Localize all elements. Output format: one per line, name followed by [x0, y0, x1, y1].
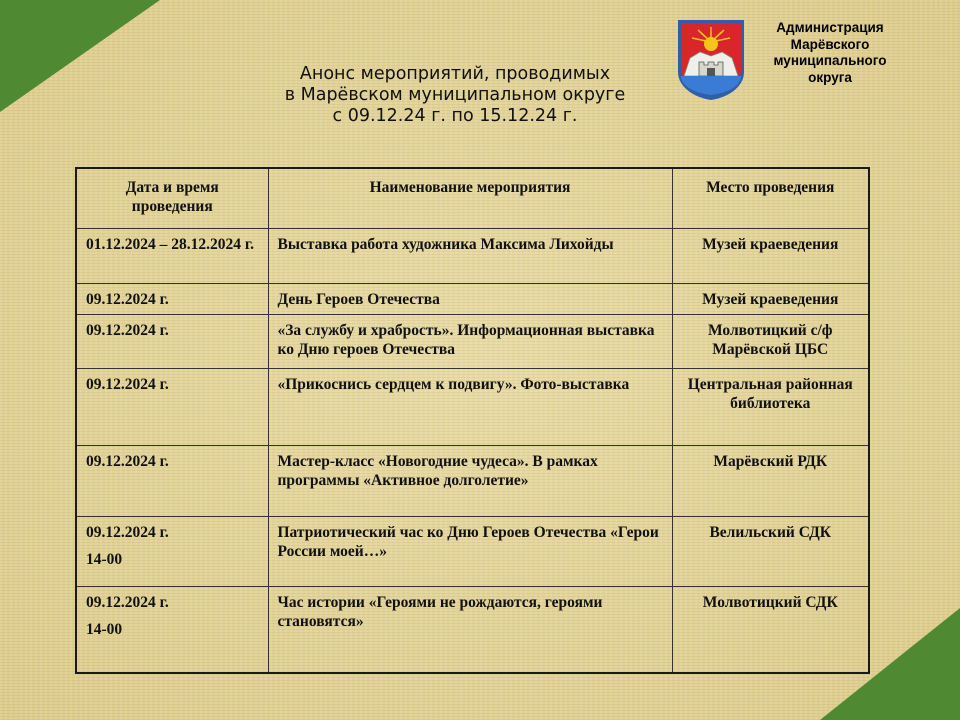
row-place: Музей краеведения: [672, 283, 869, 314]
row-date: 01.12.2024 – 28.12.2024 г.: [76, 228, 268, 283]
row-name: Патриотический час ко Дню Героев Отечества «Герои России моей…»: [268, 516, 672, 586]
row-place: Марёвский РДК: [672, 445, 869, 516]
row-date: 09.12.2024 г.: [76, 445, 268, 516]
header-date: Дата и время проведения: [76, 168, 268, 228]
table-header-row: [76, 168, 869, 228]
row-name: Выставка работа художника Максима Лихойды: [268, 228, 672, 283]
table-row: [76, 228, 869, 283]
admin-line-3: муниципального: [773, 53, 887, 68]
row-time: 14-00: [86, 550, 123, 568]
table-row: [76, 516, 869, 586]
row-date: 09.12.2024 г.: [86, 523, 169, 541]
table-row: [76, 314, 869, 368]
table-row: [76, 445, 869, 516]
table-row: [76, 586, 869, 673]
events-table: [75, 167, 870, 674]
header-name: Наименование мероприятия: [268, 168, 672, 228]
row-place: Велильский СДК: [672, 516, 869, 586]
row-name: «Прикоснись сердцем к подвигу». Фото-выставка: [268, 368, 672, 445]
corner-decoration-top-left: [0, 0, 160, 112]
row-date: 09.12.2024 г.: [86, 593, 169, 611]
row-date: 09.12.2024 г.: [76, 283, 268, 314]
row-date-cell: [76, 516, 268, 586]
administration-label: [752, 20, 908, 86]
admin-line-1: Администрация: [776, 20, 884, 35]
coat-of-arms-icon: [676, 18, 746, 102]
admin-line-2: Марёвского: [790, 36, 870, 52]
row-place: Молвотицкий СДК: [672, 586, 869, 673]
heading-line-3: с 09.12.24 г. по 15.12.24 г.: [332, 106, 578, 126]
announcement-heading: [240, 64, 670, 127]
row-name: День Героев Отечества: [268, 283, 672, 314]
row-place: Молвотицкий с/ф Марёвской ЦБС: [672, 314, 869, 368]
row-place: Музей краеведения: [672, 228, 869, 283]
heading-line-1: Анонс мероприятий, проводимых: [299, 64, 611, 84]
row-time: 14-00: [86, 620, 123, 638]
header-place: Место проведения: [672, 168, 869, 228]
row-date: 09.12.2024 г.: [76, 314, 268, 368]
heading-line-2: в Марёвском муниципальном округе: [284, 85, 626, 105]
table-row: [76, 368, 869, 445]
row-name: «За службу и храбрость». Информационная выставка ко Дню героев Отечества: [268, 314, 672, 368]
row-date: 09.12.2024 г.: [76, 368, 268, 445]
admin-line-4: округа: [808, 69, 852, 85]
table-row: [76, 283, 869, 314]
row-name: Мастер-класс «Новогодние чудеса». В рамках программы «Активное долголетие»: [268, 445, 672, 516]
row-name: Час истории «Героями не рождаются, героями становятся»: [268, 586, 672, 673]
row-date-cell: [76, 586, 268, 673]
row-place: Центральная районная библиотека: [672, 368, 869, 445]
